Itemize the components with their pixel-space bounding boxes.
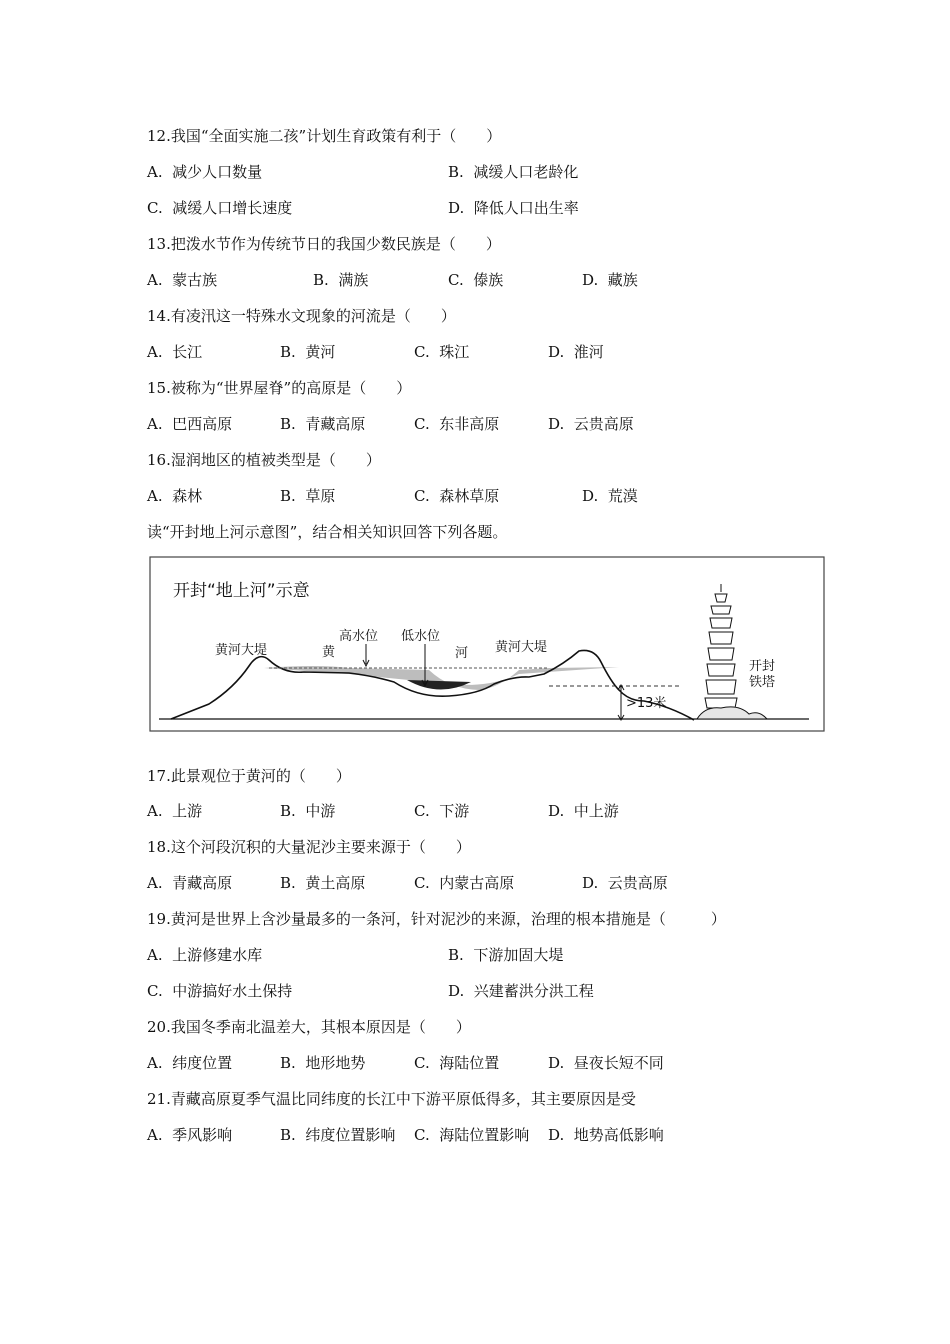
q16-option-d: D. 荒漠 <box>582 487 638 505</box>
q13-option-d: D. 藏族 <box>582 271 638 289</box>
q12-option-d: D. 降低人口出生率 <box>448 199 579 217</box>
q13-option-c: C. 傣族 <box>448 271 504 289</box>
q21-option-b: B. 纬度位置影响 <box>280 1126 396 1144</box>
q18-option-d: D. 云贵高原 <box>582 874 668 892</box>
question-16-stem: 16.湿润地区的植被类型是（ ） <box>147 451 381 469</box>
question-14-stem: 14.有凌汛这一特殊水文现象的河流是（ ） <box>147 307 456 325</box>
q13-option-b: B. 满族 <box>313 271 369 289</box>
q15-option-b: B. 青藏高原 <box>280 415 366 433</box>
q14-option-a: A. 长江 <box>147 343 203 361</box>
kaifeng-river-diagram <box>149 556 825 732</box>
q18-option-c: C. 内蒙古高原 <box>414 874 515 892</box>
figure-intro: 读“开封地上河示意图”，结合相关知识回答下列各题。 <box>147 523 508 541</box>
question-21-stem: 21.青藏高原夏季气温比同纬度的长江中下游平原低得多，其主要原因是受 <box>147 1090 636 1108</box>
q18-option-b: B. 黄土高原 <box>280 874 366 892</box>
low-water-label: 低水位 <box>401 629 441 644</box>
q20-option-d: D. 昼夜长短不同 <box>548 1054 664 1072</box>
question-15-stem: 15.被称为“世界屋脊”的高原是（ ） <box>147 379 412 397</box>
q16-option-c: C. 森林草原 <box>414 487 500 505</box>
tower-label-line2: 铁塔 <box>749 675 776 690</box>
q12-option-c: C. 减缓人口增长速度 <box>147 199 293 217</box>
q19-option-b: B. 下游加固大堤 <box>448 946 564 964</box>
q20-option-b: B. 地形地势 <box>280 1054 366 1072</box>
right-dike-label: 黄河大堤 <box>495 640 548 655</box>
q19-option-c: C. 中游搞好水土保持 <box>147 982 293 1000</box>
q14-option-b: B. 黄河 <box>280 343 336 361</box>
q12-option-a: A. 减少人口数量 <box>147 163 263 181</box>
left-dike-label: 黄河大堤 <box>215 643 268 658</box>
q17-option-d: D. 中上游 <box>548 802 619 820</box>
question-13-stem: 13.把泼水节作为传统节日的我国少数民族是（ ） <box>147 235 501 253</box>
q14-option-d: D. 淮河 <box>548 343 604 361</box>
q16-option-a: A. 森林 <box>147 487 203 505</box>
question-18-stem: 18.这个河段沉积的大量泥沙主要来源于（ ） <box>147 838 471 856</box>
q18-option-a: A. 青藏高原 <box>147 874 233 892</box>
question-20-stem: 20.我国冬季南北温差大，其根本原因是（ ） <box>147 1018 471 1036</box>
q17-option-b: B. 中游 <box>280 802 336 820</box>
figure-title: 开封“地上河”示意 <box>173 581 310 601</box>
river-char-2: 河 <box>455 646 469 661</box>
q20-option-c: C. 海陆位置 <box>414 1054 500 1072</box>
question-12-stem: 12.我国“全面实施二孩”计划生育政策有利于（ ） <box>147 127 502 145</box>
river-char-1: 黄 <box>322 645 336 660</box>
q17-option-c: C. 下游 <box>414 802 470 820</box>
q21-option-d: D. 地势高低影响 <box>548 1126 664 1144</box>
q12-option-b: B. 减缓人口老龄化 <box>448 163 579 181</box>
height-note: >13米 <box>626 696 667 711</box>
q15-option-d: D. 云贵高原 <box>548 415 634 433</box>
question-17-stem: 17.此景观位于黄河的（ ） <box>147 767 351 785</box>
q21-option-a: A. 季风影响 <box>147 1126 233 1144</box>
q19-option-a: A. 上游修建水库 <box>147 946 263 964</box>
q16-option-b: B. 草原 <box>280 487 336 505</box>
q21-option-c: C. 海陆位置影响 <box>414 1126 530 1144</box>
question-19-stem: 19.黄河是世界上含沙量最多的一条河，针对泥沙的来源，治理的根本措施是（ ） <box>147 910 726 928</box>
q13-option-a: A. 蒙古族 <box>147 271 218 289</box>
q20-option-a: A. 纬度位置 <box>147 1054 233 1072</box>
q15-option-a: A. 巴西高原 <box>147 415 233 433</box>
high-water-label: 高水位 <box>339 629 379 644</box>
q17-option-a: A. 上游 <box>147 802 203 820</box>
q19-option-d: D. 兴建蓄洪分洪工程 <box>448 982 594 1000</box>
tower-label-line1: 开封 <box>749 659 776 674</box>
q15-option-c: C. 东非高原 <box>414 415 500 433</box>
q14-option-c: C. 珠江 <box>414 343 470 361</box>
